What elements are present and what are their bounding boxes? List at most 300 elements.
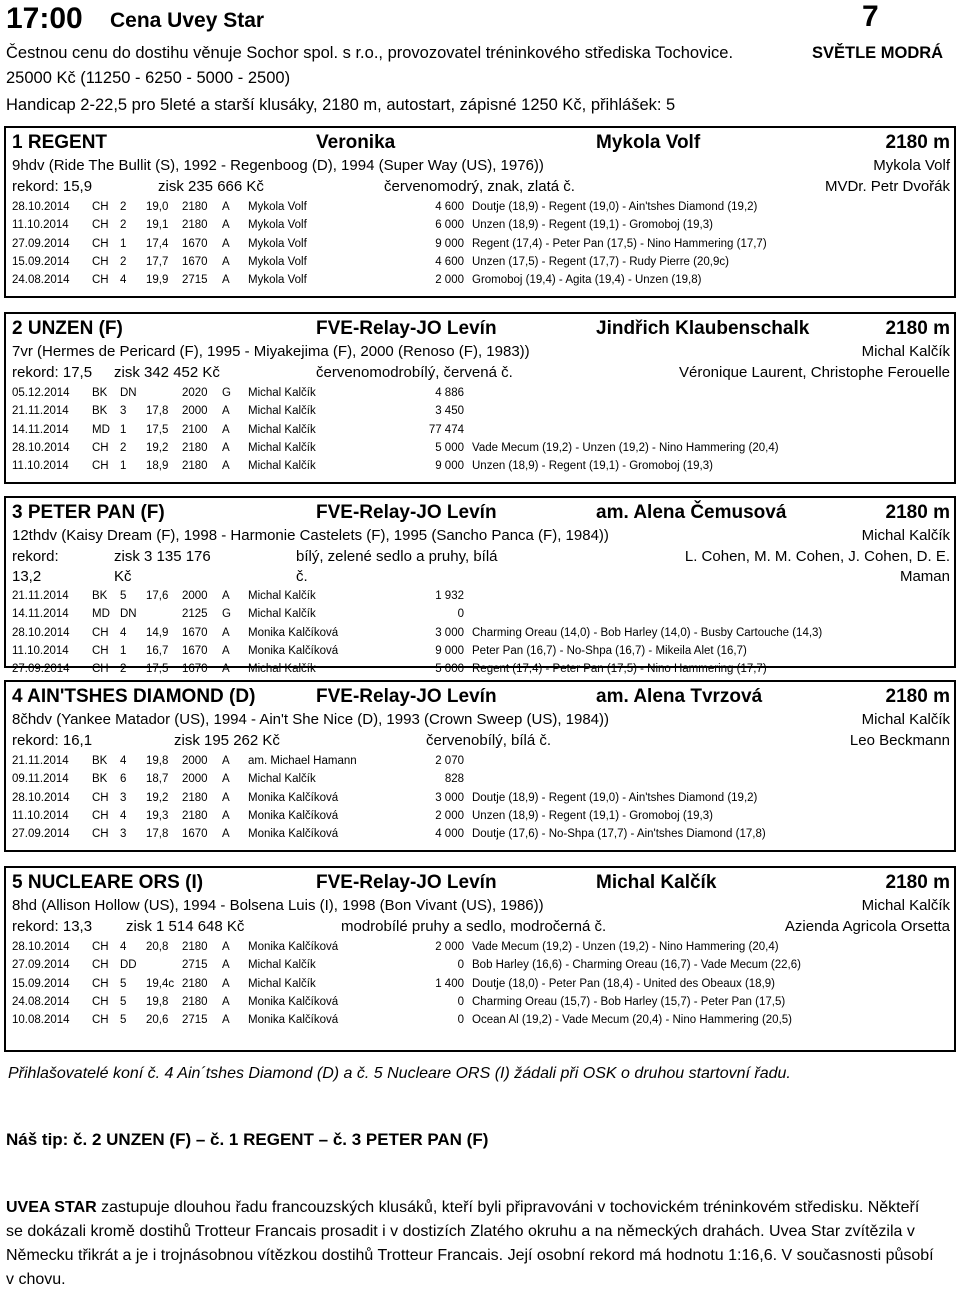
result-place: 4 xyxy=(120,755,127,767)
footer-note: Přihlašovatelé koní č. 4 Ain´tshes Diamond (D) a č. 5 Nucleare ORS (I) žádali při OSK o druhou startovní řadu. xyxy=(8,1065,791,1082)
result-date: 24.08.2014 xyxy=(12,995,70,1008)
result-track: MD xyxy=(92,608,110,621)
result-track: MD xyxy=(92,423,110,436)
result-place: 5 xyxy=(120,995,127,1008)
results-row xyxy=(6,941,946,958)
results-row xyxy=(6,424,946,441)
result-track: CH xyxy=(92,663,109,676)
result-start: A xyxy=(222,977,230,990)
results-row xyxy=(6,590,946,607)
result-distance: 1670 xyxy=(182,255,208,268)
entry-box xyxy=(4,312,956,484)
result-summary: Unzen (18,9) - Regent (19,1) - Gromoboj (19,3) xyxy=(472,460,713,473)
result-driver: Michal Kalčík xyxy=(248,977,316,990)
result-driver: Mykola Volf xyxy=(248,237,307,250)
result-start: A xyxy=(222,828,230,841)
result-summary: Charming Oreau (14,0) - Bob Harley (14,0) - Busby Cartouche (14,3) xyxy=(472,626,823,639)
result-start: A xyxy=(222,644,230,657)
result-start: A xyxy=(222,809,230,822)
result-summary: Unzen (17,5) - Regent (17,7) - Rudy Pierre (20,9c) xyxy=(472,255,729,268)
result-driver: Monika Kalčíková xyxy=(248,995,339,1008)
result-driver: Mykola Volf xyxy=(248,255,307,268)
result-driver: Monika Kalčíková xyxy=(248,828,339,841)
result-date: 10.08.2014 xyxy=(12,1014,70,1027)
results-row xyxy=(6,201,946,218)
result-prize: 2 000 xyxy=(435,809,464,822)
result-place: 5 xyxy=(120,590,127,602)
result-start: A xyxy=(222,773,230,786)
entry-trainer: Jindřich Klaubenschalk xyxy=(596,318,810,339)
result-prize: 1 932 xyxy=(435,590,464,602)
result-track: BK xyxy=(92,405,108,418)
race-color-tag: SVĚTLE MODRÁ xyxy=(812,44,944,62)
entry-silks-cont: č. xyxy=(296,568,308,585)
result-distance: 2125 xyxy=(182,608,208,621)
result-distance: 1670 xyxy=(182,626,208,639)
entry-breeder: Azienda Agricola Orsetta xyxy=(784,918,950,935)
entry-distance: 2180 m xyxy=(885,132,950,153)
entry-box xyxy=(4,866,956,1052)
result-time: 19,0 xyxy=(146,201,169,213)
entry-breeder: L. Cohen, M. M. Cohen, J. Cohen, D. E. xyxy=(684,548,950,565)
results-row xyxy=(6,663,946,680)
result-track: CH xyxy=(92,255,109,268)
result-driver: Monika Kalčíková xyxy=(248,941,339,953)
result-driver: Michal Kalčík xyxy=(248,405,316,418)
result-prize: 6 000 xyxy=(435,219,464,232)
result-distance: 2000 xyxy=(182,405,208,418)
result-summary: Vade Mecum (19,2) - Unzen (19,2) - Nino Hammering (20,4) xyxy=(472,441,779,454)
result-track: CH xyxy=(92,644,109,657)
result-start: A xyxy=(222,590,230,602)
result-start: A xyxy=(222,959,230,972)
result-time: 17,6 xyxy=(146,590,169,602)
entry-pedigree: 9hdv (Ride The Bullit (S), 1992 - Regenboog (D), 1994 (Super Way (US), 1976)) xyxy=(12,157,544,174)
result-place: 3 xyxy=(120,828,127,841)
result-distance: 2180 xyxy=(182,219,208,232)
result-time: 19,2 xyxy=(146,791,169,804)
result-track: CH xyxy=(92,274,109,287)
result-date: 27.09.2014 xyxy=(12,663,70,676)
result-start: A xyxy=(222,405,230,418)
entry-distance: 2180 m xyxy=(885,318,950,339)
entry-pedigree: 8hd (Allison Hollow (US), 1994 - Bolsena Luis (I), 1998 (Bon Vivant (US), 1986)) xyxy=(12,897,544,914)
result-track: CH xyxy=(92,828,109,841)
result-prize: 2 070 xyxy=(435,755,464,767)
result-track: CH xyxy=(92,977,109,990)
result-place: 4 xyxy=(120,809,127,822)
result-track: CH xyxy=(92,941,109,953)
result-place: 4 xyxy=(120,274,127,287)
result-distance: 2000 xyxy=(182,590,208,602)
result-summary: Doutje (18,9) - Regent (19,0) - Ain'tshes Diamond (19,2) xyxy=(472,201,758,213)
result-distance: 2180 xyxy=(182,941,208,953)
result-time: 17,5 xyxy=(146,423,169,436)
result-start: A xyxy=(222,755,230,767)
result-prize: 0 xyxy=(457,1014,464,1027)
results-row xyxy=(6,442,946,459)
entry-earnings-unit: Kč xyxy=(114,568,132,585)
result-place: 5 xyxy=(120,1014,127,1027)
result-track: BK xyxy=(92,387,108,399)
description-text: zastupuje dlouhou řadu francouzských klusáků, kteří byli připravováni v tochovickém tréninkovém středisku. Někteří se dokázali kromě dostihů Trotteur Francais prosadit i v dostizích Zlatého okruhu a na německých drahách. Uvea Star zvítězila v Německu třikrát a je i trojnásobnou vítězkou dostihů Trotteur Francais. Její osobní rekord má hodnotu 1:16,6. V současnosti působí v chovu. xyxy=(6,1199,934,1288)
result-start: A xyxy=(222,663,230,676)
result-track: CH xyxy=(92,1014,109,1027)
entry-silks: červenomodrobílý, červená č. xyxy=(316,364,513,381)
result-driver: Monika Kalčíková xyxy=(248,791,339,804)
entry-box xyxy=(4,496,956,676)
result-summary: Doutje (18,9) - Regent (19,0) - Ain'tshes Diamond (19,2) xyxy=(472,791,758,804)
result-summary: Charming Oreau (15,7) - Bob Harley (15,7) - Peter Pan (17,5) xyxy=(472,995,786,1008)
entry-driver: Michal Kalčík xyxy=(861,897,950,914)
result-summary: Gromoboj (19,4) - Agita (19,4) - Unzen (19,8) xyxy=(472,274,702,287)
result-date: 11.10.2014 xyxy=(12,809,69,822)
result-driver: Michal Kalčík xyxy=(248,387,316,399)
results-row xyxy=(6,828,946,845)
result-place: 6 xyxy=(120,773,127,786)
entry-breeder: Leo Beckmann xyxy=(849,732,950,749)
result-prize: 9 000 xyxy=(435,644,464,657)
result-distance: 1670 xyxy=(182,663,208,676)
result-time: 17,8 xyxy=(146,828,169,841)
result-start: A xyxy=(222,201,230,213)
result-time: 19,8 xyxy=(146,995,169,1008)
entry-box xyxy=(4,126,956,298)
result-prize: 2 000 xyxy=(435,941,464,953)
entry-name: 4 AIN'TSHES DIAMOND (D) xyxy=(12,686,256,707)
result-start: A xyxy=(222,441,230,454)
result-time: 20,8 xyxy=(146,941,169,953)
result-track: BK xyxy=(92,590,108,602)
result-driver: Mykola Volf xyxy=(248,274,307,287)
result-start: A xyxy=(222,626,230,639)
result-distance: 2715 xyxy=(182,959,208,972)
result-prize: 828 xyxy=(444,773,464,786)
result-prize: 9 000 xyxy=(435,460,464,473)
entry-name: 1 REGENT xyxy=(12,132,108,153)
entry-record-value: 13,2 xyxy=(12,568,42,585)
entry-owner: Veronika xyxy=(316,132,396,153)
result-distance: 1670 xyxy=(182,828,208,841)
entry-record: rekord: 17,5 xyxy=(12,364,93,381)
result-driver: am. Michael Hamann xyxy=(248,755,357,767)
result-driver: Michal Kalčík xyxy=(248,441,316,454)
result-prize: 3 000 xyxy=(435,791,464,804)
results-row xyxy=(6,773,946,790)
result-summary: Unzen (18,9) - Regent (19,1) - Gromoboj (19,3) xyxy=(472,809,713,822)
description-title: UVEA STAR xyxy=(6,1199,97,1216)
entry-breeder: Véronique Laurent, Christophe Ferouelle xyxy=(678,364,950,381)
result-date: 27.09.2014 xyxy=(12,959,70,972)
result-place: 5 xyxy=(120,977,127,990)
result-track: CH xyxy=(92,201,109,213)
race-dedication: Čestnou cenu do dostihu věnuje Sochor spol. s r.o., provozovatel tréninkového střediska Tochovice. xyxy=(6,44,734,62)
entry-silks: modrobílé pruhy a sedlo, modročerná č. xyxy=(341,918,607,935)
result-place: 1 xyxy=(120,423,127,436)
result-time: 17,5 xyxy=(146,663,169,676)
result-time: 16,7 xyxy=(146,644,169,657)
result-time: 19,4c xyxy=(146,977,175,990)
results-row xyxy=(6,978,946,995)
result-prize: 0 xyxy=(457,959,464,972)
result-time: 19,1 xyxy=(146,219,169,232)
result-place: 3 xyxy=(120,791,127,804)
result-distance: 2180 xyxy=(182,460,208,473)
result-start: A xyxy=(222,423,230,436)
result-start: G xyxy=(222,387,231,399)
result-date: 11.10.2014 xyxy=(12,644,69,657)
result-place: 2 xyxy=(120,201,127,213)
entry-box xyxy=(4,680,956,852)
race-time: 17:00 xyxy=(6,2,83,35)
result-time: 18,7 xyxy=(146,773,169,786)
result-date: 21.11.2014 xyxy=(12,590,69,602)
result-start: A xyxy=(222,219,230,232)
result-distance: 2020 xyxy=(182,387,208,399)
result-driver: Mykola Volf xyxy=(248,219,307,232)
result-track: CH xyxy=(92,791,109,804)
result-distance: 2000 xyxy=(182,773,208,786)
result-place: 1 xyxy=(120,644,127,657)
entry-pedigree: 8čhdv (Yankee Matador (US), 1994 - Ain't She Nice (D), 1993 (Crown Sweep (US), 1984)) xyxy=(12,711,610,728)
result-time: 17,7 xyxy=(146,255,169,268)
result-date: 27.09.2014 xyxy=(12,828,70,841)
result-time: 20,6 xyxy=(146,1014,169,1027)
result-start: G xyxy=(222,608,231,621)
result-date: 27.09.2014 xyxy=(12,237,70,250)
result-date: 21.11.2014 xyxy=(12,405,69,418)
result-time: 18,9 xyxy=(146,460,169,473)
result-distance: 2000 xyxy=(182,755,208,767)
result-driver: Monika Kalčíková xyxy=(248,1014,339,1027)
result-time: 19,2 xyxy=(146,441,169,454)
results-row xyxy=(6,256,946,273)
entry-driver: Michal Kalčík xyxy=(861,711,950,728)
result-driver: Michal Kalčík xyxy=(248,663,316,676)
result-start: A xyxy=(222,460,230,473)
entry-record: rekord: 13,3 xyxy=(12,918,93,935)
result-summary: Ocean Al (19,2) - Vade Mecum (20,4) - Nino Hammering (20,5) xyxy=(472,1014,792,1027)
result-prize: 1 400 xyxy=(435,977,464,990)
result-summary: Regent (17,4) - Peter Pan (17,5) - Nino Hammering (17,7) xyxy=(472,237,767,250)
result-start: A xyxy=(222,995,230,1008)
results-row xyxy=(6,274,946,291)
results-row xyxy=(6,755,946,772)
result-time: 19,3 xyxy=(146,809,169,822)
result-driver: Michal Kalčík xyxy=(248,423,316,436)
result-date: 11.10.2014 xyxy=(12,460,69,473)
entry-earnings: zisk 342 452 Kč xyxy=(114,364,220,381)
result-date: 28.10.2014 xyxy=(12,791,70,804)
results-row xyxy=(6,996,946,1013)
result-driver: Michal Kalčík xyxy=(248,959,316,972)
results-row xyxy=(6,810,946,827)
result-track: CH xyxy=(92,219,109,232)
entry-name: 5 NUCLEARE ORS (I) xyxy=(12,872,204,893)
results-row xyxy=(6,645,946,662)
result-driver: Michal Kalčík xyxy=(248,590,316,602)
result-track: CH xyxy=(92,995,109,1008)
result-distance: 2180 xyxy=(182,201,208,213)
result-prize: 77 474 xyxy=(428,423,464,436)
entry-pedigree: 12thdv (Kaisy Dream (F), 1998 - Harmonie Castelets (F), 1995 (Sancho Panca (F), 1984)) xyxy=(12,527,609,544)
result-track: CH xyxy=(92,237,109,250)
result-distance: 2180 xyxy=(182,791,208,804)
race-conditions: Handicap 2-22,5 pro 5leté a starší klusáky, 2180 m, autostart, zápisné 1250 Kč, přihlášek: 5 xyxy=(6,96,676,114)
result-date: 15.09.2014 xyxy=(12,255,70,268)
result-prize: 3 450 xyxy=(435,405,464,418)
entry-record: rekord: 15,9 xyxy=(12,178,93,195)
result-prize: 4 000 xyxy=(435,828,464,841)
entry-breeder: MVDr. Petr Dvořák xyxy=(824,178,950,195)
result-date: 11.10.2014 xyxy=(12,219,69,232)
result-driver: Monika Kalčíková xyxy=(248,644,339,657)
entry-owner: FVE-Relay-JO Levín xyxy=(316,318,497,339)
result-place: 4 xyxy=(120,626,127,639)
race-prize: 25000 Kč (11250 - 6250 - 5000 - 2500) xyxy=(6,69,291,87)
result-summary: Vade Mecum (19,2) - Unzen (19,2) - Nino Hammering (20,4) xyxy=(472,941,779,953)
entry-pedigree: 7vr (Hermes de Pericard (F), 1995 - Miyakejima (F), 2000 (Renoso (F), 1983)) xyxy=(12,343,530,360)
result-time: 17,4 xyxy=(146,237,169,250)
entry-earnings: zisk 3 135 176 xyxy=(114,548,211,565)
entry-silks: bílý, zelené sedlo a pruhy, bílá xyxy=(296,548,498,565)
result-summary: Peter Pan (16,7) - No-Shpa (16,7) - Mikeila Alet (16,7) xyxy=(472,644,747,657)
entry-earnings: zisk 235 666 Kč xyxy=(158,178,264,195)
result-prize: 0 xyxy=(457,995,464,1008)
result-track: BK xyxy=(92,773,108,786)
result-date: 14.11.2014 xyxy=(12,608,69,621)
entry-driver: Mykola Volf xyxy=(873,157,950,174)
result-track: CH xyxy=(92,809,109,822)
result-distance: 2180 xyxy=(182,441,208,454)
result-distance: 1670 xyxy=(182,237,208,250)
result-summary: Bob Harley (16,6) - Charming Oreau (16,7) - Vade Mecum (22,6) xyxy=(472,959,801,972)
result-track: CH xyxy=(92,441,109,454)
result-start: A xyxy=(222,791,230,804)
result-distance: 2180 xyxy=(182,977,208,990)
results-row xyxy=(6,792,946,809)
result-prize: 4 600 xyxy=(435,201,464,213)
result-date: 14.11.2014 xyxy=(12,423,69,436)
results-row xyxy=(6,405,946,422)
result-place: 1 xyxy=(120,237,127,250)
result-place: 2 xyxy=(120,663,127,676)
entry-driver: Michal Kalčík xyxy=(861,343,950,360)
result-date: 28.10.2014 xyxy=(12,626,70,639)
result-prize: 4 886 xyxy=(435,387,464,399)
result-date: 05.12.2014 xyxy=(12,387,70,399)
result-track: CH xyxy=(92,959,109,972)
entry-trainer: am. Alena Čemusová xyxy=(596,502,787,523)
result-prize: 0 xyxy=(457,608,464,621)
entry-trainer: Mykola Volf xyxy=(596,132,701,153)
result-start: A xyxy=(222,237,230,250)
entry-owner: FVE-Relay-JO Levín xyxy=(316,502,497,523)
result-date: 15.09.2014 xyxy=(12,977,70,990)
result-driver: Mykola Volf xyxy=(248,201,307,213)
result-date: 21.11.2014 xyxy=(12,755,69,767)
result-summary: Doutje (17,6) - No-Shpa (17,7) - Ain'tshes Diamond (17,8) xyxy=(472,828,766,841)
result-track: CH xyxy=(92,460,109,473)
result-distance: 2180 xyxy=(182,995,208,1008)
entry-owner: FVE-Relay-JO Levín xyxy=(316,872,497,893)
result-distance: 1670 xyxy=(182,644,208,657)
result-place: 4 xyxy=(120,941,127,953)
entry-driver: Michal Kalčík xyxy=(861,527,950,544)
result-distance: 2715 xyxy=(182,274,208,287)
result-date: 28.10.2014 xyxy=(12,441,70,454)
result-distance: 2180 xyxy=(182,809,208,822)
result-place: DN xyxy=(120,608,137,621)
result-start: A xyxy=(222,274,230,287)
result-track: BK xyxy=(92,755,108,767)
results-row xyxy=(6,238,946,255)
result-prize: 5 000 xyxy=(435,663,464,676)
entry-trainer: am. Alena Tvrzová xyxy=(596,686,763,707)
result-start: A xyxy=(222,1014,230,1027)
result-prize: 2 000 xyxy=(435,274,464,287)
result-date: 28.10.2014 xyxy=(12,201,70,213)
result-place: DN xyxy=(120,387,137,399)
results-row xyxy=(6,387,946,404)
result-start: A xyxy=(222,255,230,268)
horse-description xyxy=(6,1196,936,1292)
result-summary: Unzen (18,9) - Regent (19,1) - Gromoboj (19,3) xyxy=(472,219,713,232)
result-place: 3 xyxy=(120,405,127,418)
result-prize: 3 000 xyxy=(435,626,464,639)
result-time: 19,8 xyxy=(146,755,169,767)
results-row xyxy=(6,627,946,644)
result-place: 2 xyxy=(120,255,127,268)
result-track: CH xyxy=(92,626,109,639)
result-driver: Michal Kalčík xyxy=(248,460,316,473)
entry-owner: FVE-Relay-JO Levín xyxy=(316,686,497,707)
result-summary: Doutje (18,0) - Peter Pan (18,4) - United des Obeaux (18,9) xyxy=(472,977,775,990)
our-tip: Náš tip: č. 2 UNZEN (F) – č. 1 REGENT – č. 3 PETER PAN (F) xyxy=(6,1130,489,1149)
entry-distance: 2180 m xyxy=(885,686,950,707)
result-driver: Michal Kalčík xyxy=(248,608,316,621)
entry-breeder-cont: Maman xyxy=(899,568,950,585)
result-time: 19,9 xyxy=(146,274,169,287)
result-date: 09.11.2014 xyxy=(12,773,69,786)
result-place: 1 xyxy=(120,460,127,473)
race-name: Cena Uvey Star xyxy=(110,9,265,32)
result-start: A xyxy=(222,941,230,953)
entry-name: 3 PETER PAN (F) xyxy=(12,502,165,523)
result-distance: 2715 xyxy=(182,1014,208,1027)
entry-earnings: zisk 195 262 Kč xyxy=(174,732,280,749)
result-time: 14,9 xyxy=(146,626,169,639)
entry-record: rekord: xyxy=(12,548,59,565)
result-driver: Monika Kalčíková xyxy=(248,626,339,639)
entry-distance: 2180 m xyxy=(885,502,950,523)
results-row xyxy=(6,608,946,625)
result-place: 2 xyxy=(120,441,127,454)
results-row xyxy=(6,959,946,976)
result-time: 17,8 xyxy=(146,405,169,418)
result-distance: 2100 xyxy=(182,423,208,436)
result-summary: Regent (17,4) - Peter Pan (17,5) - Nino Hammering (17,7) xyxy=(472,663,767,676)
result-date: 24.08.2014 xyxy=(12,274,70,287)
entry-record: rekord: 16,1 xyxy=(12,732,93,749)
result-driver: Michal Kalčík xyxy=(248,773,316,786)
result-prize: 4 600 xyxy=(435,255,464,268)
results-row xyxy=(6,1014,946,1031)
entry-name: 2 UNZEN (F) xyxy=(12,318,123,339)
race-number: 7 xyxy=(862,0,879,33)
result-prize: 5 000 xyxy=(435,441,464,454)
result-place: DD xyxy=(120,959,137,972)
